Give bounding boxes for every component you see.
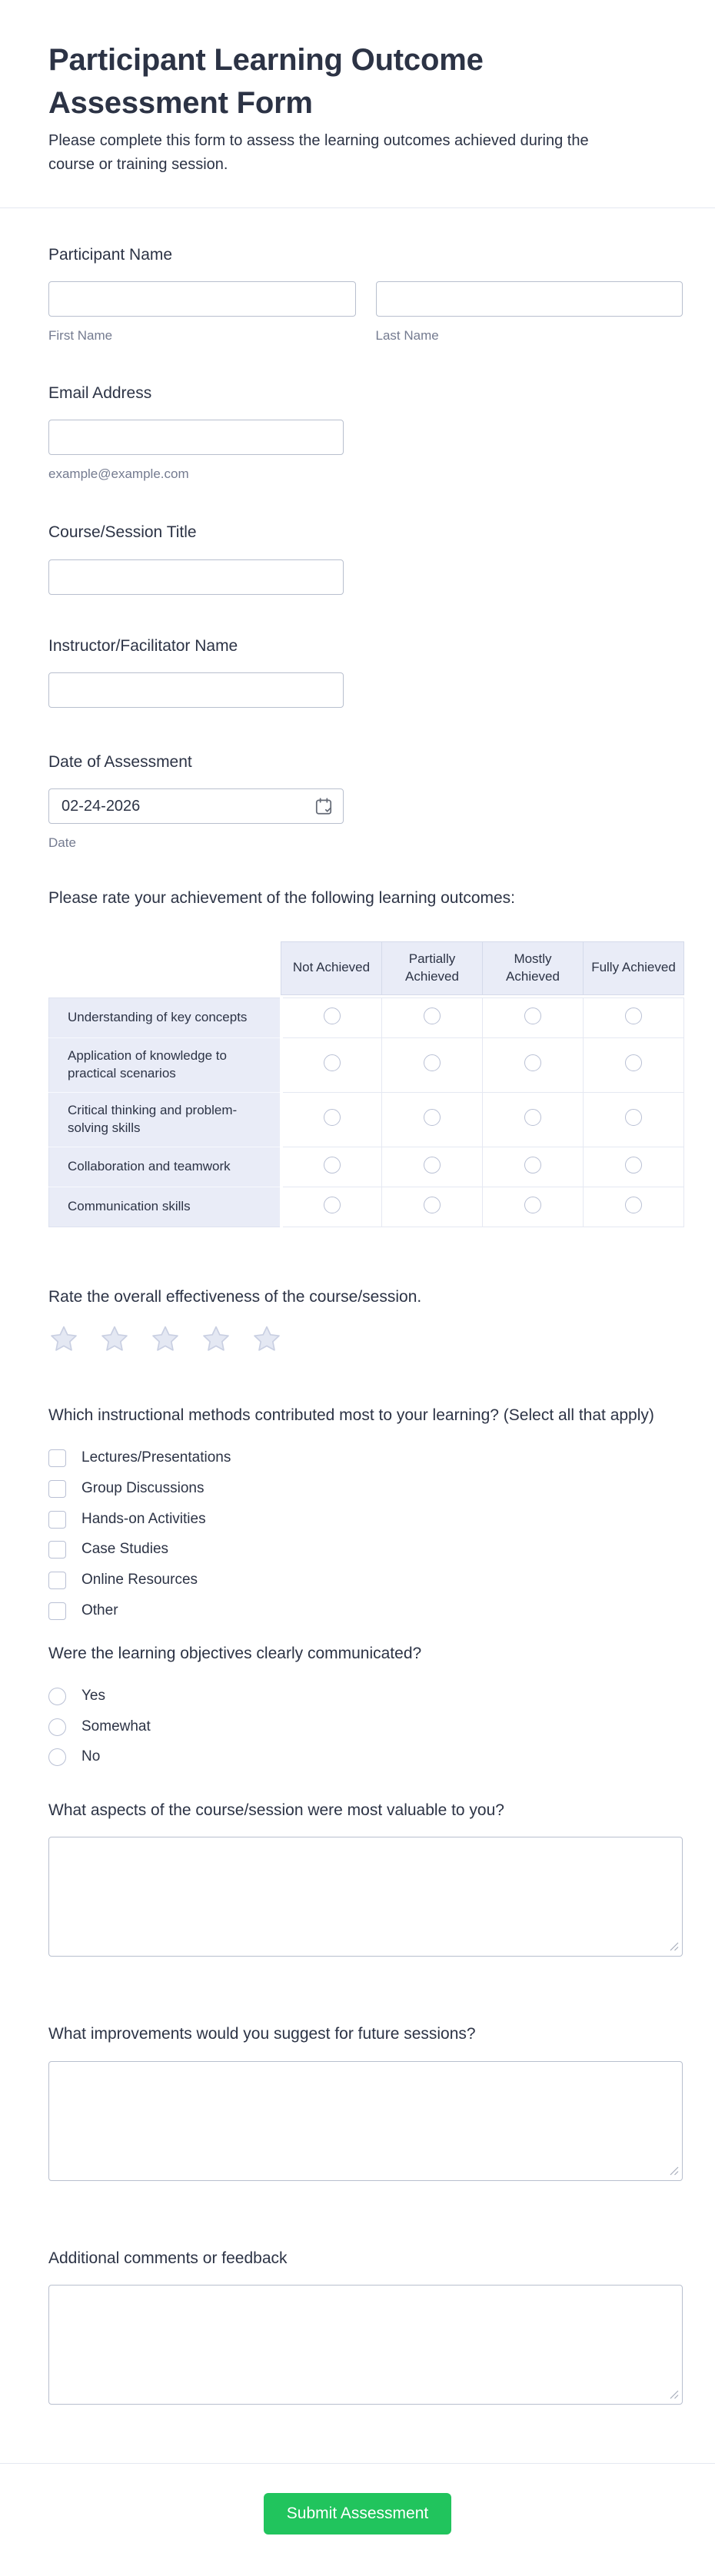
- method-checkbox[interactable]: [48, 1541, 66, 1559]
- matrix-cell: [483, 1187, 584, 1227]
- matrix-radio[interactable]: [324, 1157, 341, 1173]
- matrix-radio[interactable]: [324, 1007, 341, 1024]
- comments-textarea[interactable]: [48, 2285, 683, 2405]
- star-icon[interactable]: [201, 1324, 231, 1355]
- objective-option[interactable]: [48, 1687, 683, 1706]
- matrix-radio[interactable]: [625, 1007, 642, 1024]
- objective-option-label: Somewhat: [81, 1718, 151, 1734]
- email-input[interactable]: [48, 420, 344, 455]
- matrix-cell: [382, 1092, 483, 1147]
- methods-options: [48, 1449, 683, 1620]
- section-email: [48, 382, 683, 483]
- form-title: Participant Learning Outcome Assessment Form: [48, 43, 484, 120]
- matrix-col-header: Mostly Achieved: [483, 941, 584, 994]
- section-course-title: [48, 521, 683, 594]
- instructor-label: Instructor/Facilitator Name: [48, 636, 238, 655]
- method-option[interactable]: [48, 1602, 683, 1621]
- matrix-col-header: Fully Achieved: [584, 941, 684, 994]
- comments-label: Additional comments or feedback: [48, 2249, 288, 2267]
- matrix-cell: [483, 1037, 584, 1092]
- star-rating: [48, 1324, 683, 1355]
- matrix-radio[interactable]: [424, 1109, 441, 1126]
- matrix-cell: [584, 1092, 684, 1147]
- method-option-label: Online Resources: [81, 1572, 198, 1588]
- star-icon[interactable]: [150, 1324, 181, 1355]
- form-subtitle: Please complete this form to assess the learning outcomes achieved during the course or training session.: [48, 132, 589, 173]
- form-footer: [0, 2464, 715, 2576]
- matrix-radio[interactable]: [625, 1109, 642, 1126]
- method-option[interactable]: [48, 1449, 683, 1468]
- matrix-radio[interactable]: [324, 1109, 341, 1126]
- matrix-row: [49, 1037, 684, 1092]
- objective-option-label: Yes: [81, 1687, 105, 1704]
- matrix-cell: [281, 1037, 382, 1092]
- matrix-radio[interactable]: [424, 1007, 441, 1024]
- first-name-group: [48, 281, 356, 344]
- method-option[interactable]: [48, 1571, 683, 1590]
- star-icon[interactable]: [251, 1324, 282, 1355]
- method-option-label: Group Discussions: [81, 1480, 205, 1497]
- name-row: [48, 281, 683, 344]
- last-name-input[interactable]: [376, 281, 683, 317]
- star-icon[interactable]: [99, 1324, 130, 1355]
- improvements-label: What improvements would you suggest for future sessions?: [48, 2025, 476, 2043]
- section-rating: [48, 1286, 683, 1355]
- matrix-row: [49, 1147, 684, 1187]
- matrix-cell: [584, 1037, 684, 1092]
- objective-radio[interactable]: [48, 1748, 66, 1766]
- objectives-options: [48, 1687, 683, 1767]
- matrix-radio[interactable]: [625, 1197, 642, 1213]
- section-matrix: [48, 887, 683, 1227]
- method-option-label: Hands-on Activities: [81, 1510, 206, 1527]
- matrix-cell: [382, 1187, 483, 1227]
- email-sublabel: example@example.com: [48, 466, 189, 481]
- objectives-label: Were the learning objectives clearly communicated?: [48, 1644, 422, 1662]
- objective-option[interactable]: [48, 1748, 683, 1767]
- matrix-corner-cell: [49, 941, 281, 994]
- email-label: Email Address: [48, 383, 152, 402]
- valuable-label: What aspects of the course/session were most valuable to you?: [48, 1801, 504, 1820]
- method-checkbox[interactable]: [48, 1511, 66, 1529]
- matrix-cell: [281, 1092, 382, 1147]
- objective-radio[interactable]: [48, 1688, 66, 1705]
- matrix-radio[interactable]: [625, 1054, 642, 1071]
- section-instructor: [48, 635, 683, 708]
- matrix-radio[interactable]: [524, 1054, 541, 1071]
- objective-option-label: No: [81, 1748, 101, 1765]
- matrix-row: [49, 998, 684, 1037]
- matrix-cell: [584, 1147, 684, 1187]
- method-checkbox[interactable]: [48, 1572, 66, 1589]
- valuable-textarea[interactable]: [48, 1837, 683, 1957]
- last-name-group: [376, 281, 683, 344]
- calendar-icon[interactable]: [314, 796, 334, 816]
- method-option-label: Lectures/Presentations: [81, 1449, 231, 1466]
- matrix-question-label: Please rate your achievement of the following learning outcomes:: [48, 889, 516, 908]
- matrix-radio[interactable]: [324, 1197, 341, 1213]
- valuable-field: [48, 1837, 683, 1957]
- course-title-input[interactable]: [48, 559, 344, 595]
- section-improvements: [48, 2023, 683, 2180]
- matrix-row-label: Communication skills: [49, 1187, 281, 1227]
- star-icon[interactable]: [48, 1324, 79, 1355]
- method-option[interactable]: [48, 1540, 683, 1559]
- date-label: Date of Assessment: [48, 752, 192, 771]
- matrix-row-label: Application of knowledge to practical scenarios: [49, 1037, 281, 1092]
- section-comments: [48, 2247, 683, 2405]
- method-option-label: Case Studies: [81, 1541, 169, 1558]
- rating-label: Rate the overall effectiveness of the course/session.: [48, 1287, 422, 1306]
- method-checkbox[interactable]: [48, 1480, 66, 1498]
- matrix-row-label: Understanding of key concepts: [49, 998, 281, 1037]
- date-input[interactable]: [48, 788, 344, 824]
- course-title-label: Course/Session Title: [48, 523, 197, 542]
- matrix-cell: [483, 1147, 584, 1187]
- matrix-radio[interactable]: [524, 1157, 541, 1173]
- method-checkbox[interactable]: [48, 1449, 66, 1467]
- matrix-cell: [584, 998, 684, 1037]
- section-valuable: [48, 1799, 683, 1957]
- form-body: [0, 208, 715, 2405]
- section-objectives: [48, 1642, 683, 1768]
- matrix-cell: [483, 998, 584, 1037]
- matrix-row: [49, 1092, 684, 1147]
- section-participant-name: [48, 244, 683, 345]
- matrix-row: [49, 1187, 684, 1227]
- matrix-col-header: Partially Achieved: [382, 941, 483, 994]
- matrix-radio[interactable]: [524, 1197, 541, 1213]
- improvements-field: [48, 2061, 683, 2181]
- first-name-sublabel: First Name: [48, 328, 113, 344]
- method-option-label: Other: [81, 1602, 118, 1618]
- matrix-radio[interactable]: [424, 1157, 441, 1173]
- matrix-cell: [281, 1147, 382, 1187]
- comments-field: [48, 2285, 683, 2405]
- matrix-radio[interactable]: [625, 1157, 642, 1173]
- matrix-cell: [281, 1187, 382, 1227]
- matrix-row-label: Critical thinking and problem-solving skills: [49, 1092, 281, 1147]
- method-option[interactable]: [48, 1479, 683, 1499]
- form-header: [0, 0, 715, 208]
- matrix-cell: [382, 1037, 483, 1092]
- last-name-sublabel: Last Name: [375, 328, 439, 344]
- matrix-row-label: Collaboration and teamwork: [49, 1147, 281, 1187]
- matrix-radio[interactable]: [424, 1197, 441, 1213]
- matrix-radio[interactable]: [524, 1007, 541, 1024]
- matrix-radio[interactable]: [324, 1054, 341, 1071]
- method-option[interactable]: [48, 1510, 683, 1529]
- matrix-table: [48, 941, 684, 1227]
- matrix-col-header: Not Achieved: [281, 941, 382, 994]
- method-checkbox[interactable]: [48, 1602, 66, 1620]
- improvements-textarea[interactable]: [48, 2061, 683, 2181]
- instructor-input[interactable]: [48, 672, 344, 708]
- matrix-cell: [281, 998, 382, 1037]
- matrix-cell: [483, 1092, 584, 1147]
- objective-radio[interactable]: [48, 1718, 66, 1736]
- matrix-radio[interactable]: [524, 1109, 541, 1126]
- participant-name-label: Participant Name: [48, 246, 173, 264]
- section-methods: [48, 1404, 683, 1621]
- section-date: [48, 751, 683, 852]
- matrix-radio[interactable]: [424, 1054, 441, 1071]
- matrix-cell: [584, 1187, 684, 1227]
- date-field: [48, 788, 344, 824]
- submit-button[interactable]: Submit Assessment: [264, 2493, 451, 2535]
- matrix-cell: [382, 1147, 483, 1187]
- matrix-cell: [382, 998, 483, 1037]
- objective-option[interactable]: [48, 1718, 683, 1737]
- first-name-input[interactable]: [48, 281, 356, 317]
- methods-label: Which instructional methods contributed most to your learning? (Select all that apply): [48, 1406, 654, 1424]
- date-sublabel: Date: [48, 835, 76, 851]
